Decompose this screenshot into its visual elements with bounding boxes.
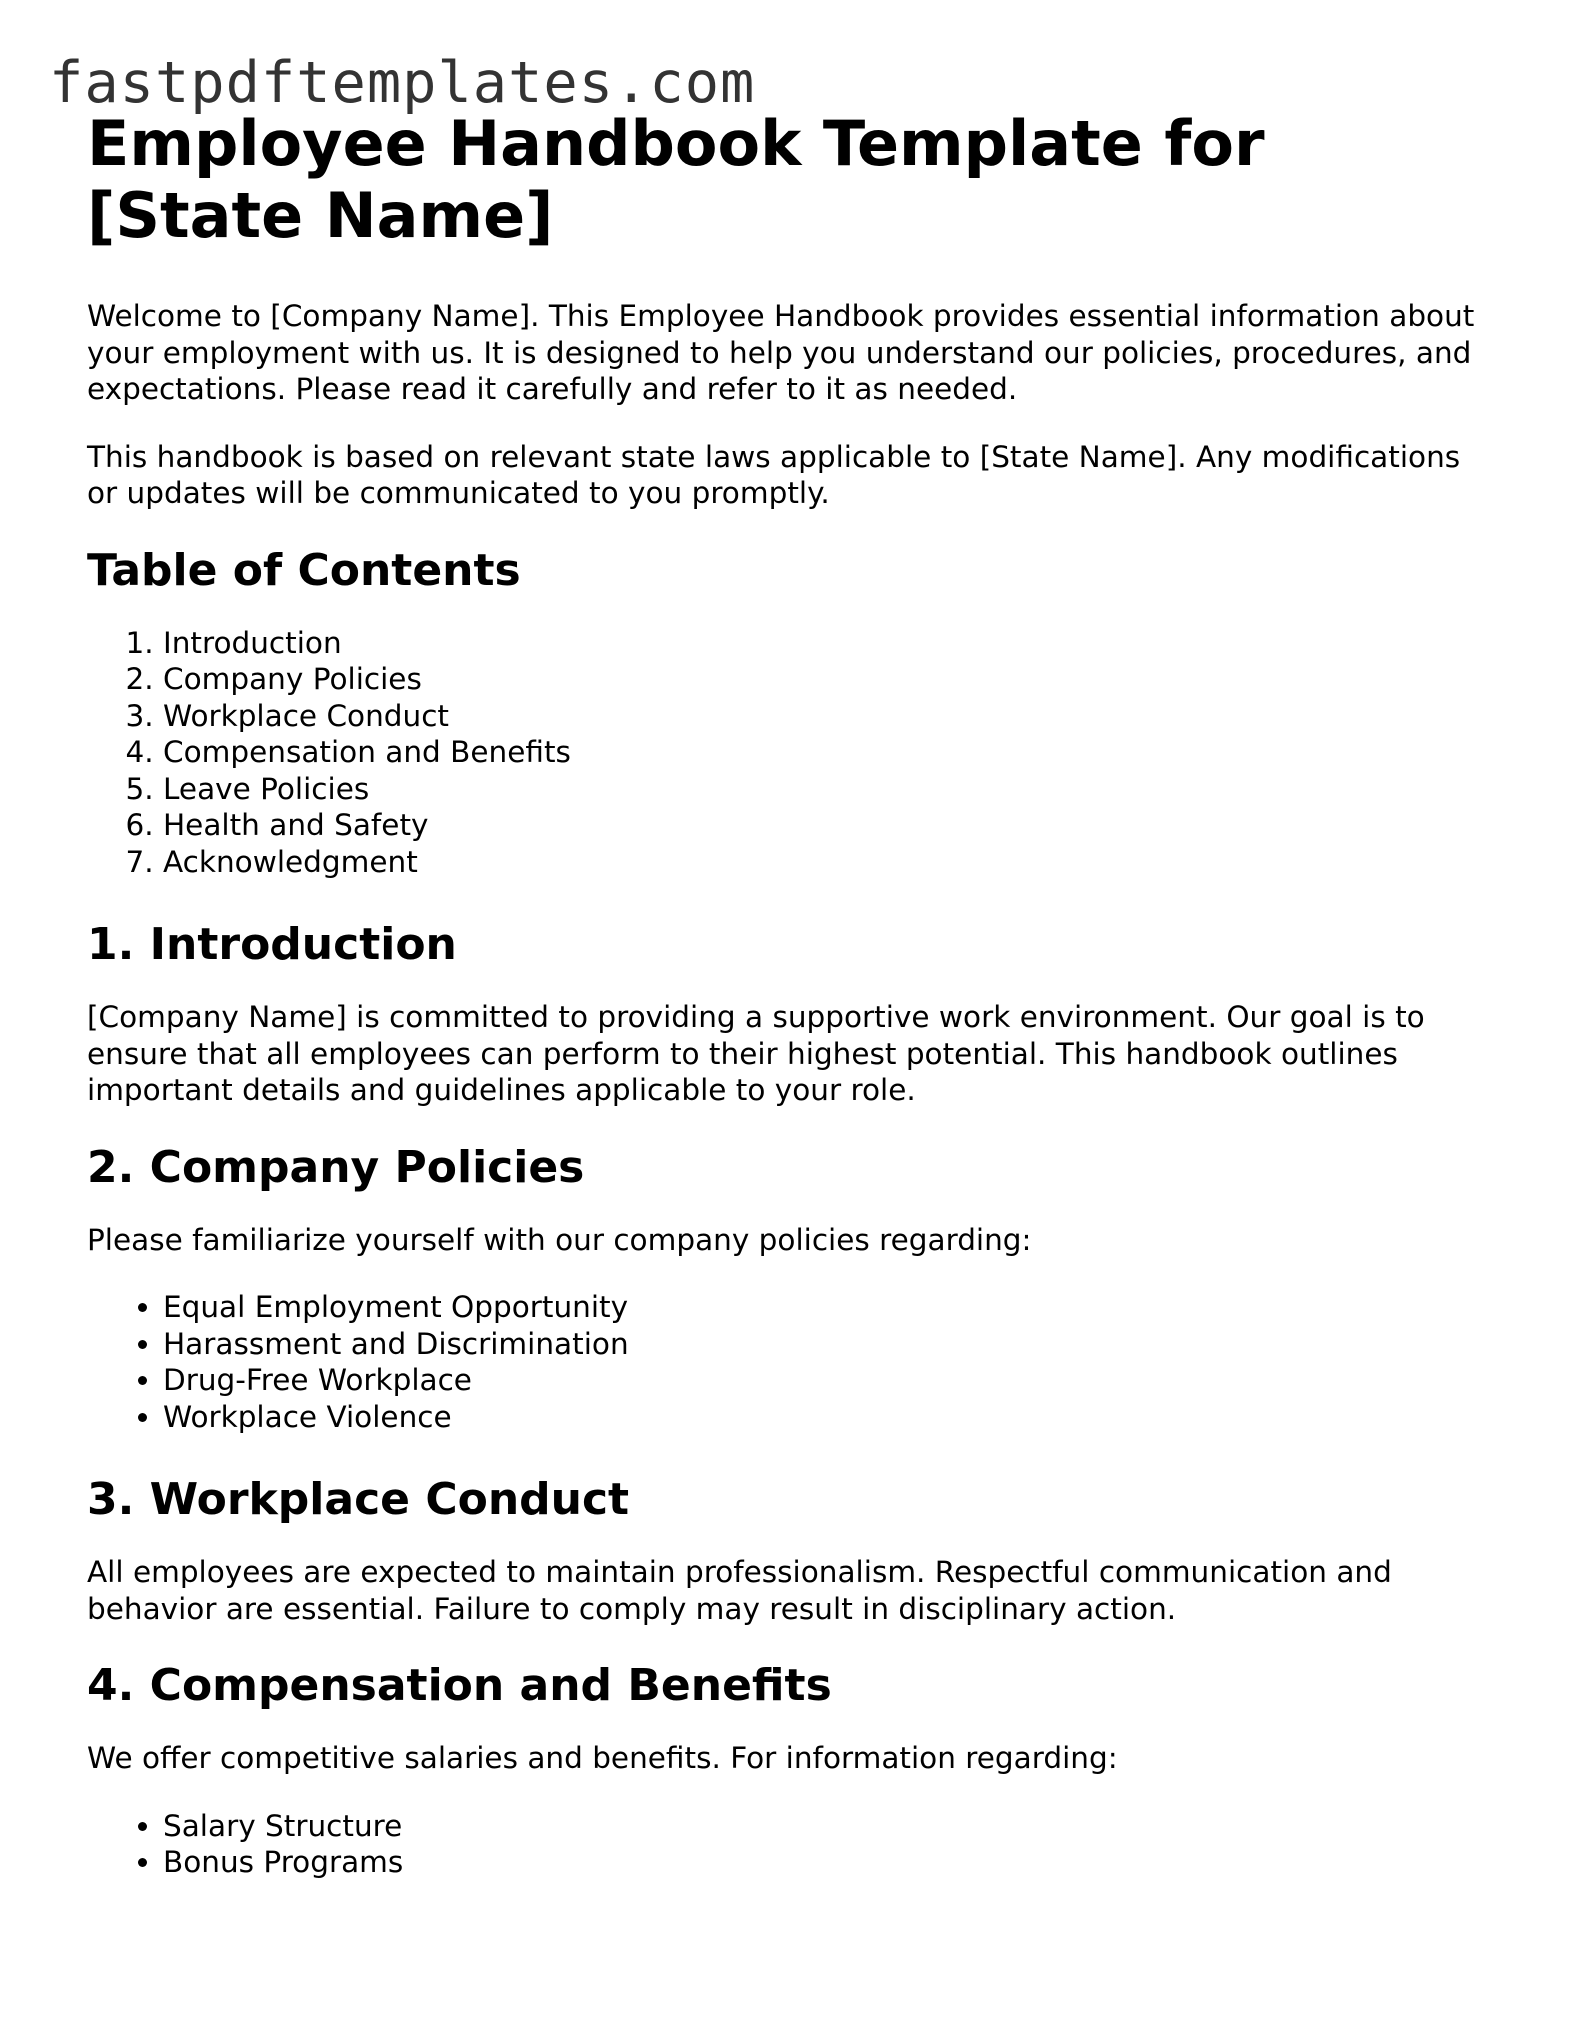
toc-item-company-policies: 2. Company Policies [163,661,1487,698]
intro-paragraph-welcome: Welcome to [Company Name]. This Employee Handbook provides essential information about your employment with us. It is designed to help you understand our policies, procedures, and expectations. Please read it carefully and refer to it as needed. [87,299,1475,406]
section-heading-workplace-conduct: 3. Workplace Conduct [87,1474,630,1525]
policies-list [87,1289,1487,1435]
page-title: Employee Handbook Template for [State Name] [87,107,1265,252]
list-item: • Drug-Free Workplace [163,1362,1487,1399]
section-text-workplace-conduct: All employees are expected to maintain professionalism. Respectful communication and behavior are essential. Failure to comply may result in disciplinary action. [87,1555,1392,1626]
toc-item-introduction: 1. Introduction [163,625,1487,662]
section-text-compensation: We offer competitive salaries and benefits. For information regarding: [87,1741,1118,1775]
compensation-list [87,1808,1487,1881]
section-heading-company-policies: 2. Company Policies [87,1141,585,1193]
toc-item-leave-policies: 5. Leave Policies [163,771,1487,808]
document-body [87,108,1487,1918]
toc-heading: Table of Contents [87,544,521,596]
list-item: • Workplace Violence [163,1399,1487,1436]
intro-paragraph-state-laws: This handbook is based on relevant state laws applicable to [State Name]. Any modifications or updates will be communicated to you promptly. [87,439,1461,510]
toc-list [87,625,1487,881]
section-text-introduction: [Company Name] is committed to providing a supportive work environment. Our goal is to ensure that all employees can perform to their highest potential. This handbook outlines important details and guidelines applicable to your role. [87,1000,1425,1107]
list-item: • Harassment and Discrimination [163,1326,1487,1363]
section-text-company-policies: Please familiarize yourself with our company policies regarding: [87,1222,1032,1257]
list-item: • Equal Employment Opportunity [163,1289,1487,1326]
watermark: fastpdftemplates.com [49,50,756,116]
toc-item-acknowledgment: 7. Acknowledgment [163,844,1487,881]
section-heading-introduction: 1. Introduction [87,919,457,970]
toc-item-workplace-conduct: 3. Workplace Conduct [163,698,1487,735]
section-heading-compensation: 4. Compensation and Benefits [87,1660,832,1711]
list-item: • Bonus Programs [163,1844,1487,1881]
list-item: • Salary Structure [163,1808,1487,1845]
toc-item-compensation-benefits: 4. Compensation and Benefits [163,734,1487,771]
toc-item-health-safety: 6. Health and Safety [163,807,1487,844]
